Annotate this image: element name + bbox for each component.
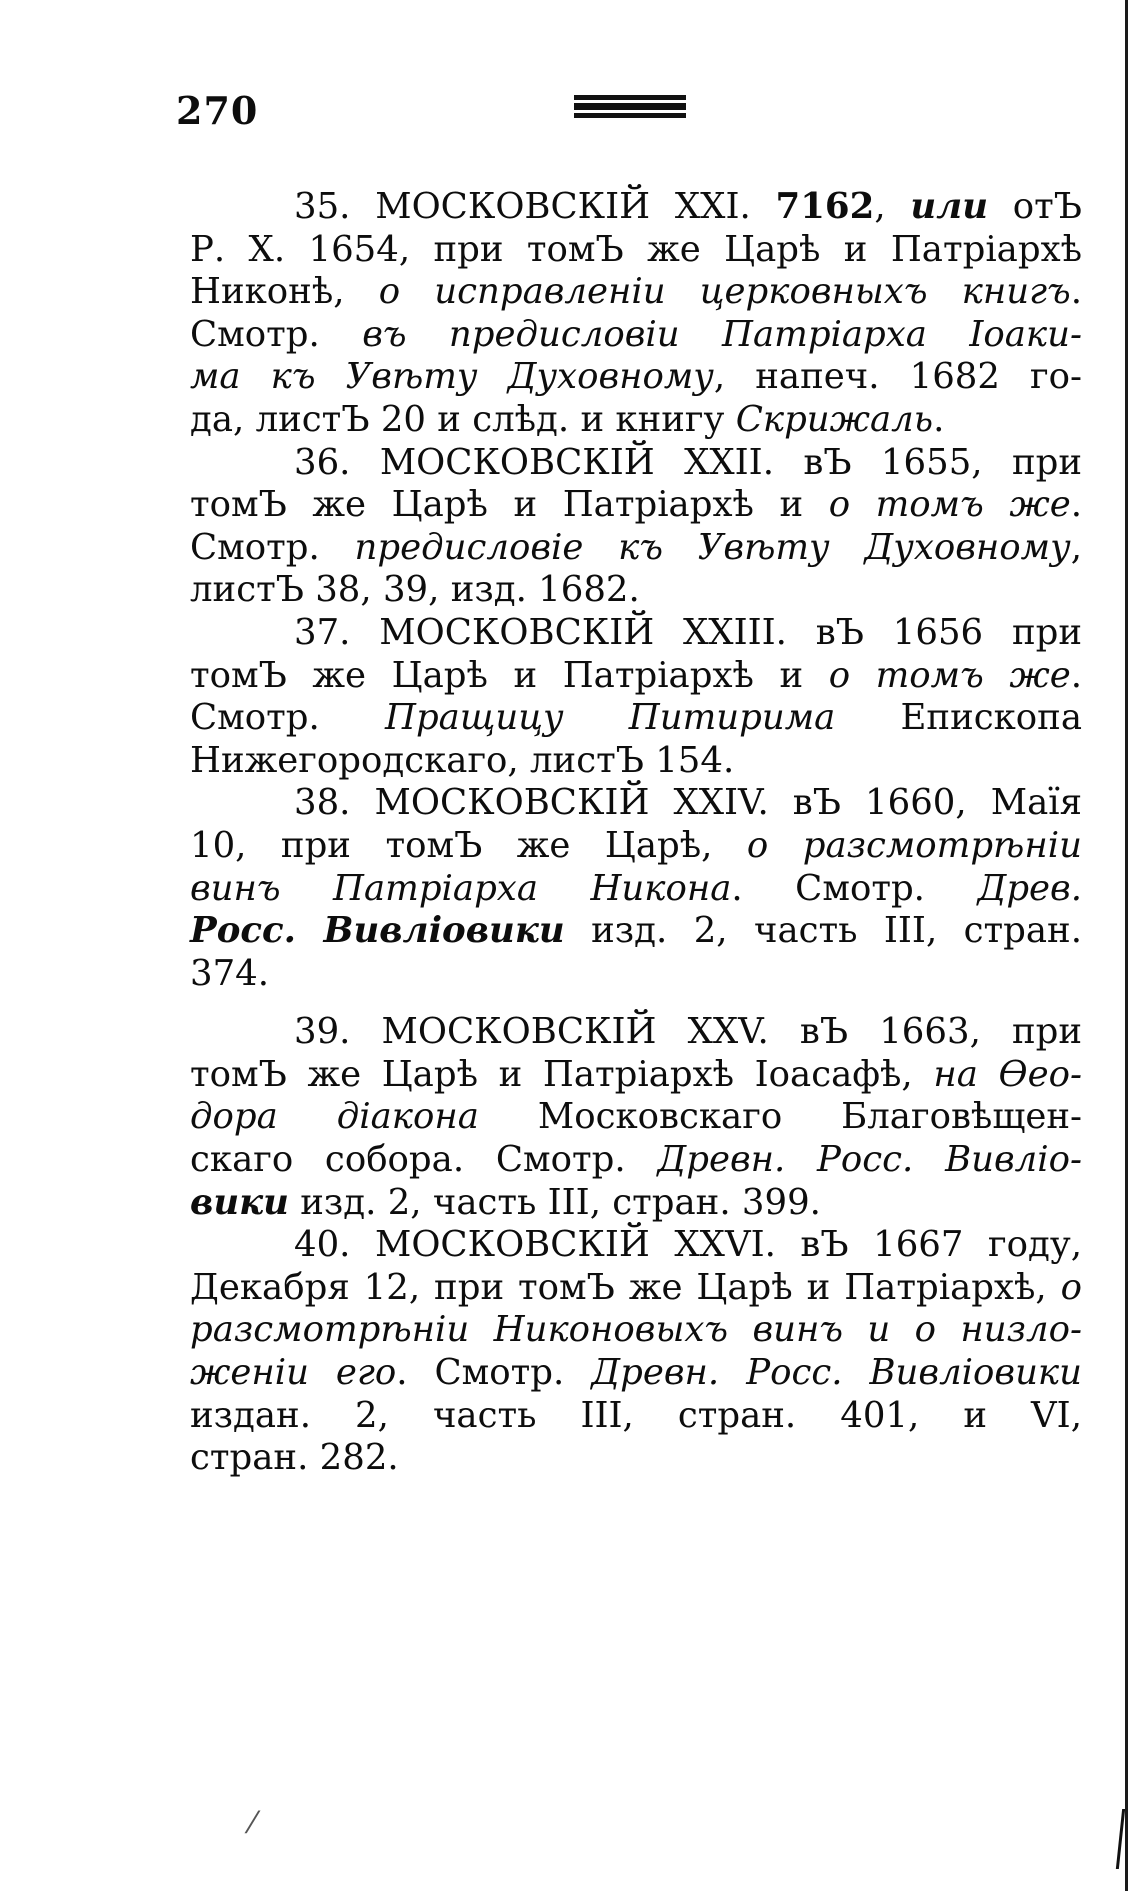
entry-38-line-5: [190, 953, 1082, 996]
text-run: . Смотр.: [731, 867, 978, 909]
entry-39-line-1: [190, 1011, 1082, 1054]
text-run: въ предисловіи Патріарха Іоаки-: [362, 313, 1082, 355]
text-run: Росс. Вивліовики: [190, 910, 565, 952]
entry-35-line-6: [190, 399, 1082, 442]
entry-35-line-3: [190, 271, 1082, 314]
text-run: .: [1070, 484, 1082, 526]
text-run: о томъ же: [828, 654, 1071, 696]
text-run: томЪ же Царѣ и Патріархѣ и: [190, 484, 829, 526]
text-run: женіи его: [190, 1352, 397, 1394]
text-run: , напеч. 1682 го-: [713, 356, 1083, 398]
text-run: вики: [190, 1181, 289, 1223]
text-run: Никонѣ,: [190, 271, 379, 313]
entry-39-line-5: [190, 1182, 1082, 1225]
text-run: на Өео-: [933, 1053, 1082, 1095]
text-run: 35. МОСКОВСКІЙ XXI.: [294, 186, 776, 227]
entry-40-line-3: [190, 1309, 1082, 1352]
text-run: .: [1070, 654, 1082, 696]
entry-37-line-3: [190, 697, 1082, 740]
text-run: Епископа: [835, 697, 1082, 739]
text-run: .: [933, 398, 945, 440]
text-run: 39. МОСКОВСКІЙ XXV. вЪ 1663, при: [294, 1011, 1082, 1053]
entry-38-line-1: [190, 782, 1082, 825]
header-ornament-rule: [574, 95, 686, 123]
page-number: 270: [176, 88, 259, 133]
entry-40-line-5: [190, 1395, 1082, 1438]
text-run: Смотр.: [190, 526, 355, 568]
entry-40-line-6: [190, 1437, 1082, 1480]
entry-37-line-4: [190, 740, 1082, 783]
text-run: томЪ же Царѣ и Патріархѣ и: [190, 654, 829, 696]
entry-39-line-4: [190, 1139, 1082, 1182]
text-run: отЪ: [988, 186, 1082, 227]
text-run: 40. МОСКОВСКІЙ XXVI. вЪ 1667 году,: [294, 1224, 1082, 1266]
text-run: Р. Х. 1654, при томЪ же Царѣ и Патріархѣ: [190, 228, 1082, 270]
text-run: или: [910, 186, 989, 227]
text-run: изд. 2, часть III, стран. 399.: [288, 1181, 821, 1223]
entry-39-line-3: [190, 1096, 1082, 1139]
text-run: листЪ 38, 39, изд. 1682.: [190, 569, 640, 611]
entry-36-line-3: [190, 527, 1082, 570]
text-run: 10, при томЪ же Царѣ,: [190, 824, 747, 866]
page-edge-line: [1125, 0, 1128, 1891]
stray-mark: ⁄: [250, 1806, 256, 1841]
text-run: разсмотрѣніи Никоновыхъ винъ и о низло-: [190, 1309, 1082, 1351]
text-run: скаго собора. Смотр.: [190, 1139, 658, 1181]
entry-36-line-4: [190, 569, 1082, 612]
text-run: Скрижаль: [735, 398, 934, 440]
entry-38-line-4: [190, 910, 1082, 953]
text-run: Древ.: [977, 867, 1082, 909]
entry-36-line-2: [190, 484, 1082, 527]
text-run: 374.: [190, 952, 270, 994]
text-run: Смотр.: [190, 313, 363, 355]
text-run: изд. 2, часть III, стран.: [564, 910, 1083, 952]
text-run: Древн. Росс. Вивліовики: [591, 1352, 1082, 1394]
text-run: 7162: [775, 186, 875, 227]
text-run: ,: [1070, 526, 1082, 568]
entry-35-line-1: [190, 186, 1082, 229]
entry-40-line-1: [190, 1224, 1082, 1267]
text-run: о разсмотрѣніи: [746, 824, 1082, 866]
text-run: винъ Патріарха Никона: [190, 867, 732, 909]
text-run: томЪ же Царѣ и Патріархѣ Іоасафѣ,: [190, 1053, 934, 1095]
entry-38-line-2: [190, 825, 1082, 868]
page-edge-mark: [1102, 1809, 1125, 1869]
text-run: о исправленіи церковныхъ книгъ: [378, 271, 1071, 313]
text-run: ма къ Увѣту Духовному: [190, 356, 714, 398]
text-run: Нижегородскаго, листЪ 154.: [190, 739, 735, 781]
text-run: 36. МОСКОВСКІЙ XXII. вЪ 1655, при: [294, 441, 1082, 483]
text-run: ,: [874, 186, 911, 227]
entry-37-line-2: [190, 655, 1082, 698]
entry-36-line-1: [190, 442, 1082, 485]
text-run: дора діакона: [190, 1096, 479, 1138]
text-run: Пращицу Питирима: [384, 697, 836, 739]
page-text: [190, 186, 1082, 1480]
entry-35-line-5: [190, 356, 1082, 399]
entry-40-line-2: [190, 1267, 1082, 1310]
entry-40-line-4: [190, 1352, 1082, 1395]
text-run: Смотр.: [190, 697, 385, 739]
text-run: Московскаго Благовѣщен-: [478, 1096, 1083, 1138]
text-run: издан. 2, часть III, стран. 401, и VI,: [190, 1394, 1082, 1436]
text-run: 38. МОСКОВСКІЙ XXIV. вЪ 1660, Маїя: [294, 782, 1082, 824]
entry-39-line-2: [190, 1054, 1082, 1097]
text-run: 37. МОСКОВСКІЙ XXIII. вЪ 1656 при: [294, 611, 1082, 653]
text-run: да, листЪ 20 и слѣд. и книгу: [190, 398, 736, 440]
text-run: о: [1060, 1266, 1082, 1308]
text-run: предисловіе къ Увѣту Духовному: [354, 526, 1071, 568]
text-run: Декабря 12, при томЪ же Царѣ и Патріархѣ,: [190, 1266, 1061, 1308]
text-run: Древн. Росс. Вивліо-: [657, 1139, 1083, 1181]
entry-35-line-4: [190, 314, 1082, 357]
entry-35-line-2: [190, 229, 1082, 272]
text-run: стран. 282.: [190, 1437, 399, 1479]
entry-38-line-3: [190, 868, 1082, 911]
text-run: . Смотр.: [396, 1352, 592, 1394]
text-run: .: [1070, 271, 1082, 313]
entry-37-line-1: [190, 612, 1082, 655]
text-run: о томъ же: [828, 484, 1071, 526]
